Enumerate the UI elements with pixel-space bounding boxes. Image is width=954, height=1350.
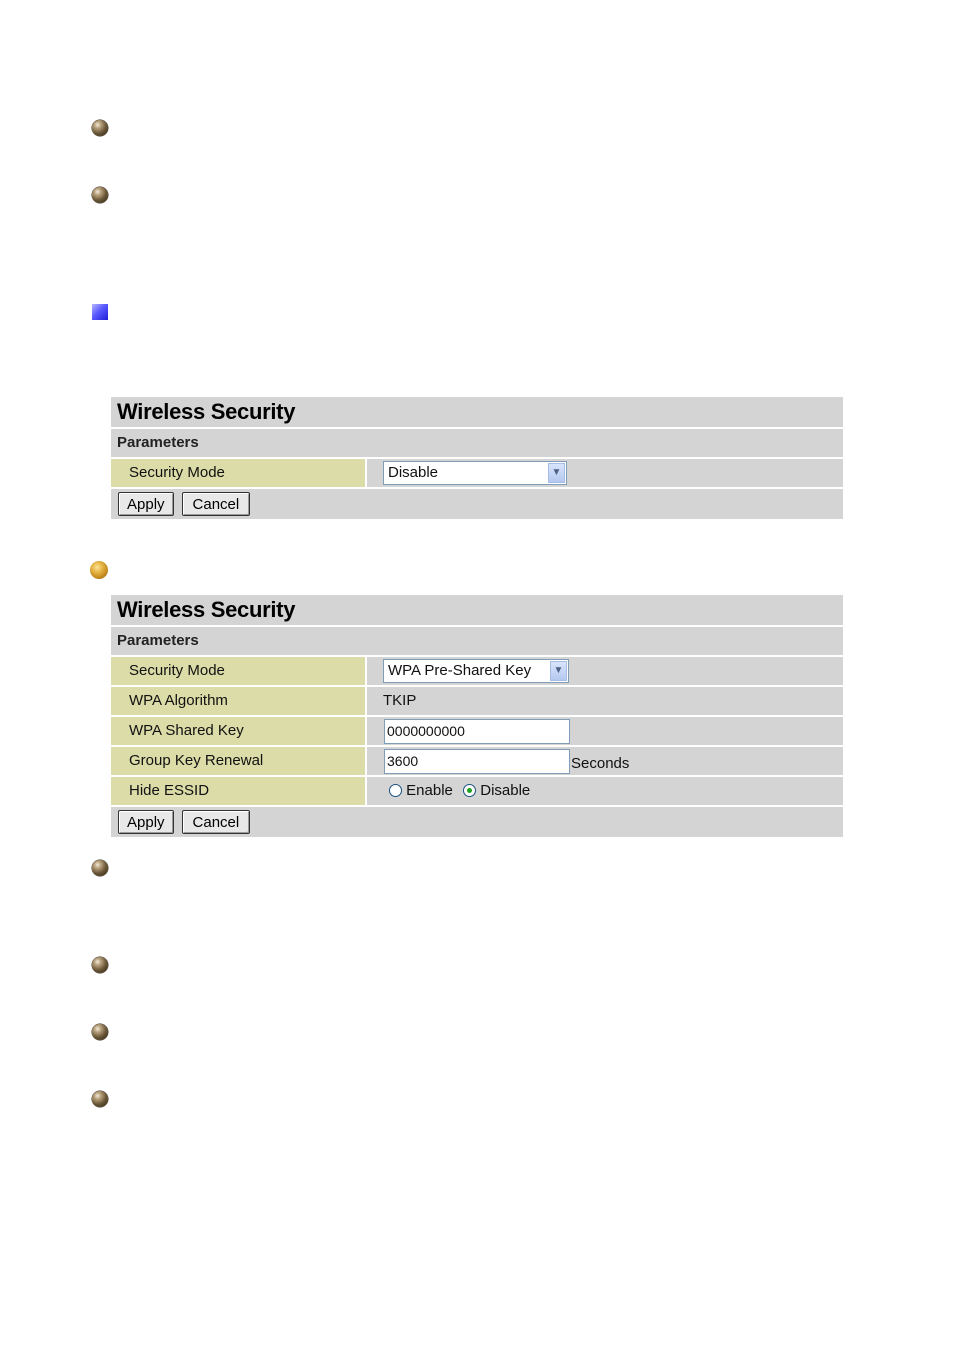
bullet-icon: [92, 1024, 108, 1040]
parameters-header: Parameters: [111, 429, 843, 459]
hide-essid-disable-radio[interactable]: [463, 784, 476, 797]
bullet-icon: [92, 957, 108, 973]
security-mode-label: Security Mode: [111, 657, 367, 685]
security-mode-select[interactable]: [383, 461, 567, 485]
hide-essid-label: Hide ESSID: [111, 777, 367, 805]
chevron-down-icon[interactable]: ▼: [550, 661, 567, 681]
hide-essid-disable-label: Disable: [480, 782, 531, 799]
bullet-icon: [92, 1091, 108, 1107]
security-mode-value: WPA Pre-Shared Key: [388, 662, 532, 679]
wpa-shared-key-label: WPA Shared Key: [111, 717, 367, 745]
wpa-algorithm-label: WPA Algorithm: [111, 687, 367, 715]
group-key-renewal-row: [111, 747, 843, 777]
parameters-header: Parameters: [111, 627, 843, 657]
wpa-algorithm-value: TKIP: [367, 687, 843, 715]
wireless-security-panel-disable: [111, 397, 843, 519]
panel-title: Wireless Security: [111, 397, 843, 429]
hide-essid-enable-radio[interactable]: [389, 784, 402, 797]
security-mode-select[interactable]: [383, 659, 569, 683]
bullet-icon: [92, 187, 108, 203]
hide-essid-enable-label: Enable: [406, 782, 453, 799]
button-row: [111, 807, 843, 837]
wireless-security-panel-wpa: [111, 595, 843, 837]
wpa-shared-key-input[interactable]: 0000000000: [384, 719, 570, 744]
bullet-icon: [92, 120, 108, 136]
security-mode-value: Disable: [388, 464, 439, 481]
security-mode-row: [111, 657, 843, 687]
seconds-unit-label: Seconds: [571, 755, 630, 772]
panel-title: Wireless Security: [111, 595, 843, 627]
apply-button[interactable]: Apply: [118, 492, 174, 516]
note-icon: [90, 561, 108, 579]
security-mode-label: Security Mode: [111, 459, 367, 487]
chevron-down-icon[interactable]: ▼: [548, 463, 565, 483]
hide-essid-row: [111, 777, 843, 807]
group-key-renewal-input[interactable]: 3600: [384, 749, 570, 774]
apply-button[interactable]: Apply: [118, 810, 174, 834]
bullet-icon: [92, 860, 108, 876]
button-row: [111, 489, 843, 519]
group-key-renewal-label: Group Key Renewal: [111, 747, 367, 775]
cancel-button[interactable]: Cancel: [182, 810, 251, 834]
wpa-algorithm-row: [111, 687, 843, 717]
blue-square-icon: [92, 304, 108, 320]
cancel-button[interactable]: Cancel: [182, 492, 251, 516]
security-mode-row: [111, 459, 843, 489]
wpa-shared-key-row: [111, 717, 843, 747]
